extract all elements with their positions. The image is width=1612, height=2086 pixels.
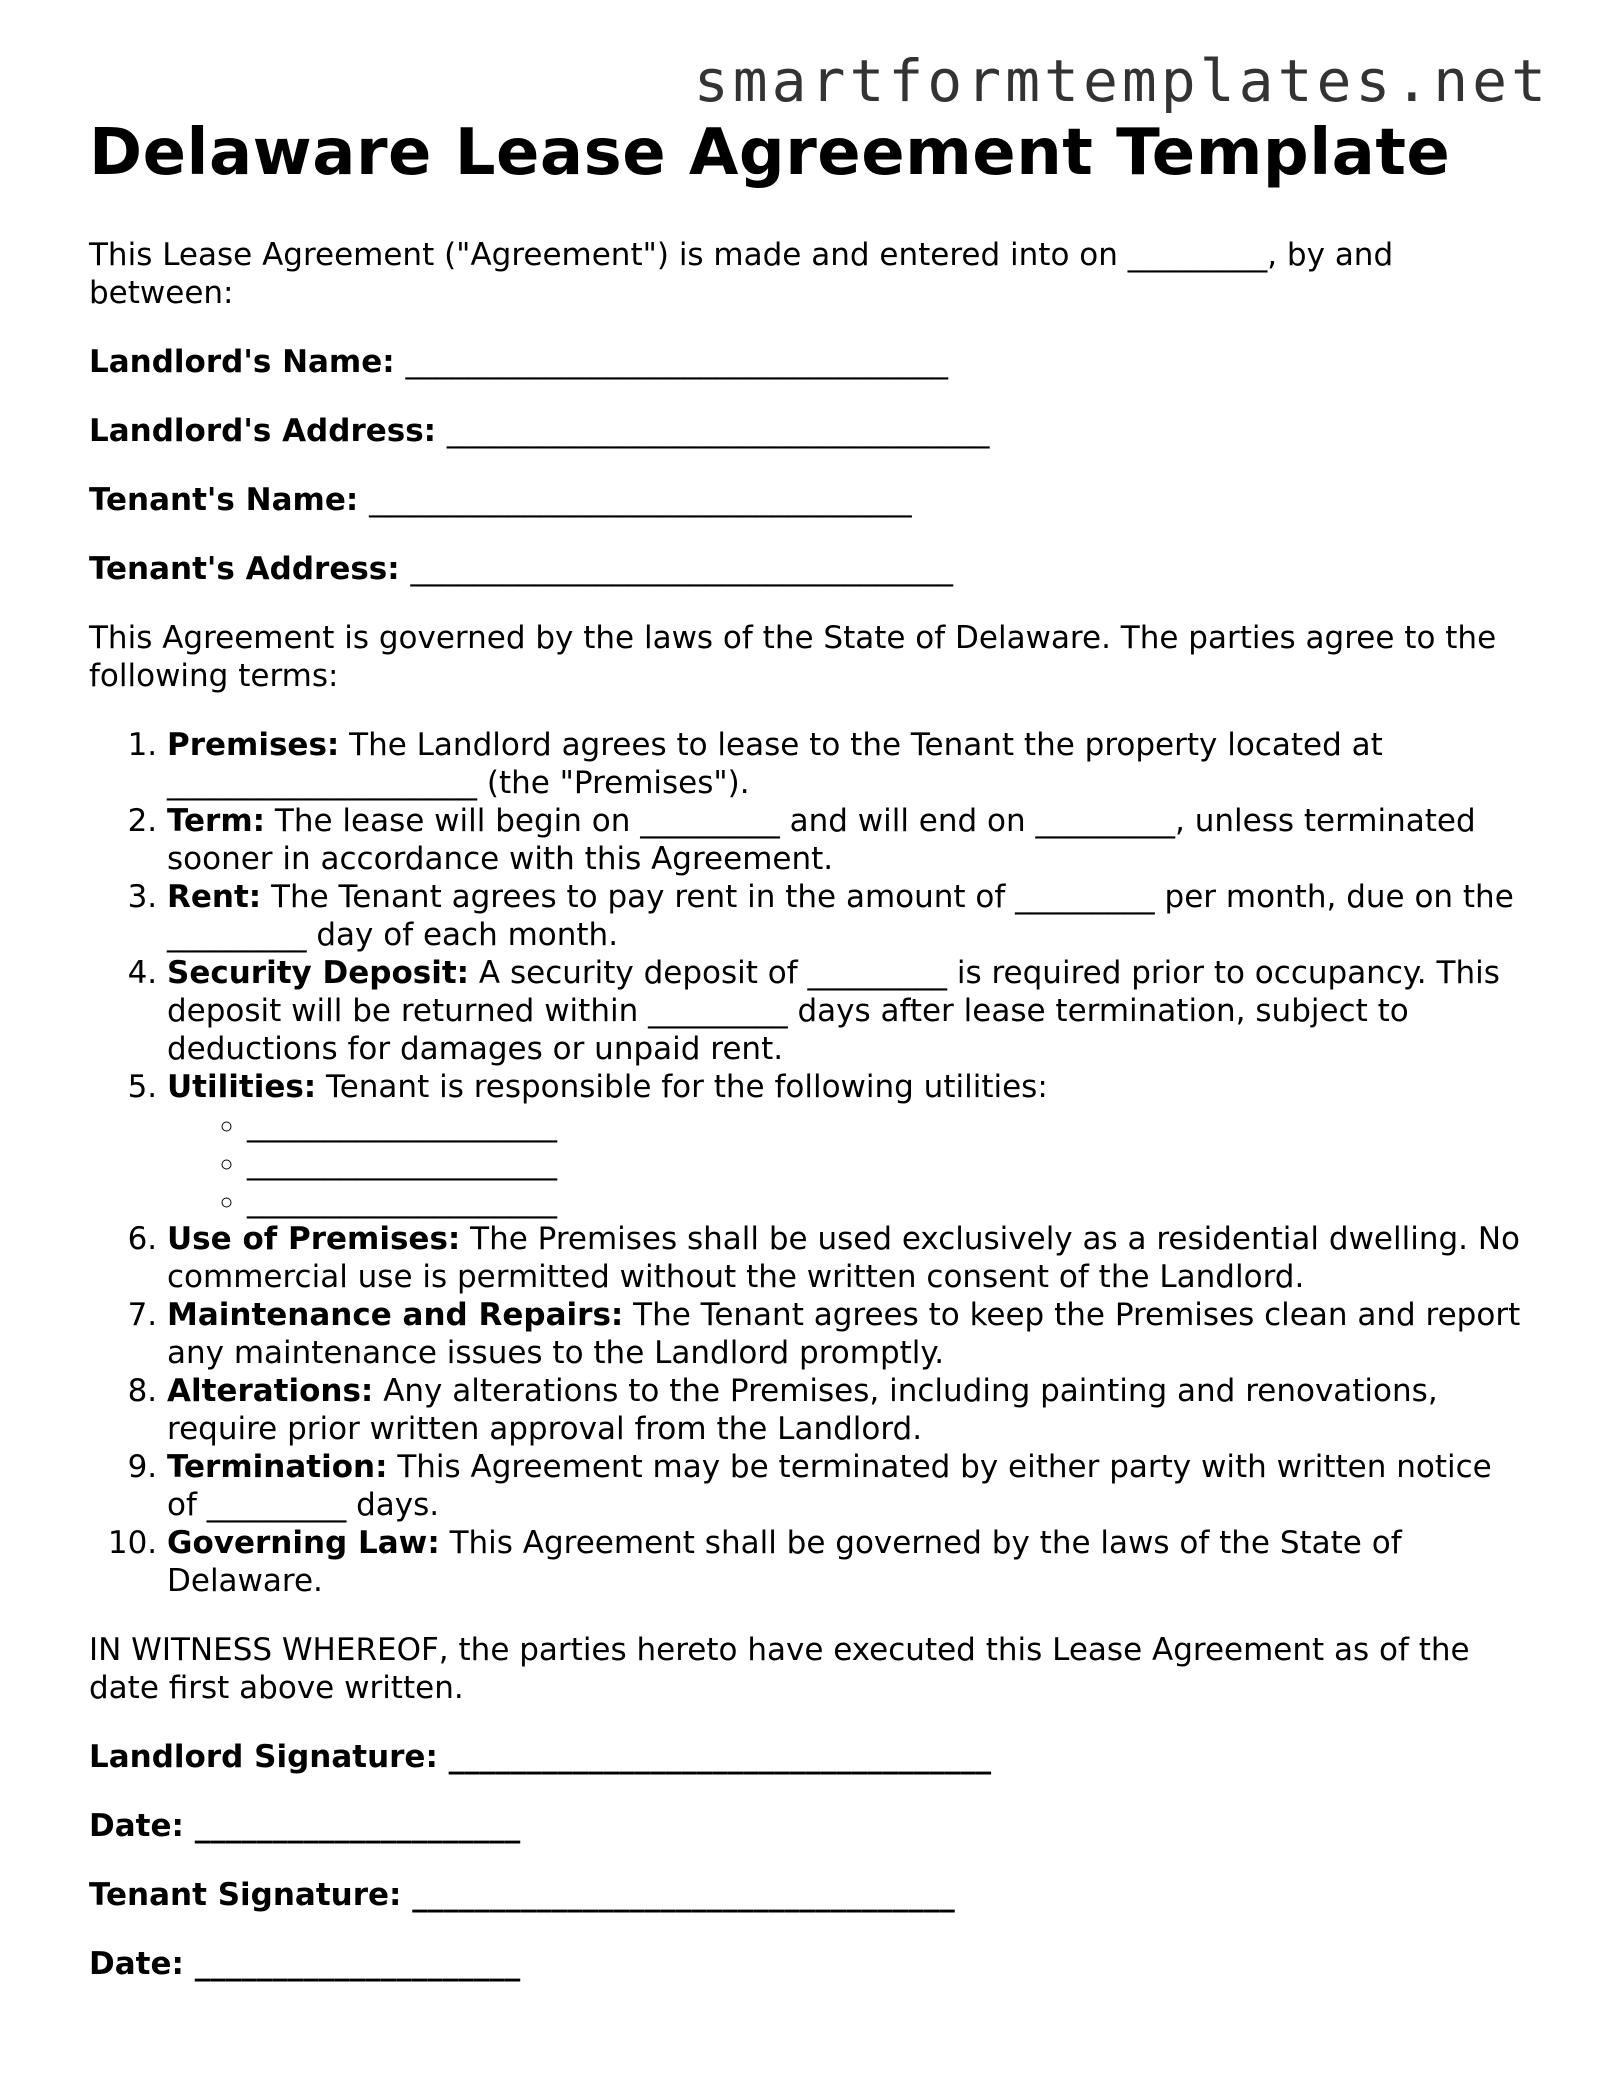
term-label: Maintenance and Repairs:: [167, 1297, 624, 1333]
landlord-signature-label: Landlord Signature:: [89, 1739, 438, 1775]
utility-blank[interactable]: ◦ ____________________: [247, 1182, 1529, 1220]
document-page: [89, 108, 1529, 1983]
intro-paragraph: This Lease Agreement ("Agreement") is made and entered into on _________, by and between:: [89, 237, 1394, 311]
tenant-date-blank[interactable]: _____________________: [194, 1946, 521, 1982]
landlord-address-label: Landlord's Address:: [89, 413, 437, 449]
term-alterations: [167, 1372, 1529, 1448]
term-label: Security Deposit:: [167, 955, 470, 991]
term-governing-law: [167, 1524, 1529, 1600]
tenant-name-label: Tenant's Name:: [89, 482, 359, 518]
landlord-name-blank[interactable]: ___________________________________: [405, 344, 948, 380]
term-text: A security deposit of _________ is required prior to occupancy. This deposit will be returned within _________ days after lease termination, subject to deductions for damages or unpaid rent.: [167, 955, 1500, 1067]
term-utilities: [167, 1068, 1529, 1220]
utility-blank[interactable]: ◦ ____________________: [247, 1106, 1529, 1144]
landlord-date-blank[interactable]: _____________________: [194, 1808, 521, 1844]
term-lease-term: [167, 802, 1529, 878]
governs-paragraph: This Agreement is governed by the laws of the State of Delaware. The parties agree to the following terms:: [89, 620, 1497, 694]
term-text: The Tenant agrees to pay rent in the amount of _________ per month, due on the _________ day of each month.: [167, 879, 1514, 953]
tenant-signature-field: [89, 1876, 1529, 1914]
term-label: Governing Law:: [167, 1525, 440, 1561]
tenant-date-field: [89, 1945, 1529, 1983]
tenant-signature-blank[interactable]: ___________________________________: [412, 1877, 955, 1913]
landlord-address-field: [89, 412, 1529, 450]
document-body: [89, 236, 1529, 1983]
tenant-address-blank[interactable]: ___________________________________: [410, 551, 953, 587]
term-label: Rent:: [167, 879, 262, 915]
landlord-address-blank[interactable]: ___________________________________: [446, 413, 990, 449]
tenant-address-label: Tenant's Address:: [89, 551, 400, 587]
landlord-date-label: Date:: [89, 1808, 184, 1844]
term-text: The Landlord agrees to lease to the Tenant the property located at ____________________ (the "Premises").: [167, 727, 1383, 801]
watermark: smartformtemplates.net: [693, 47, 1550, 115]
term-security-deposit: [167, 954, 1529, 1068]
tenant-signature-label: Tenant Signature:: [89, 1877, 402, 1913]
landlord-signature-field: [89, 1738, 1529, 1776]
witness-paragraph: IN WITNESS WHEREOF, the parties hereto have executed this Lease Agreement as of the date first above written.: [89, 1632, 1470, 1706]
term-text: Any alterations to the Premises, including painting and renovations, require prior written approval from the Landlord.: [167, 1373, 1438, 1447]
term-text: The Premises shall be used exclusively as a residential dwelling. No commercial use is permitted without the written consent of the Landlord.: [167, 1221, 1521, 1295]
term-maintenance: [167, 1296, 1529, 1372]
term-premises: [167, 726, 1529, 802]
term-rent: [167, 878, 1529, 954]
landlord-signature-blank[interactable]: ___________________________________: [448, 1739, 992, 1775]
landlord-date-field: [89, 1807, 1529, 1845]
tenant-address-field: [89, 550, 1529, 588]
document-title: Delaware Lease Agreement Template: [89, 116, 1451, 190]
term-label: Term:: [167, 803, 266, 839]
terms-list: [89, 726, 1529, 1600]
term-termination: [167, 1448, 1529, 1524]
term-text: Tenant is responsible for the following utilities:: [316, 1069, 1048, 1105]
term-text: The Tenant agrees to keep the Premises clean and report any maintenance issues to the Landlord promptly.: [167, 1297, 1521, 1371]
tenant-date-label: Date:: [89, 1946, 184, 1982]
utility-blank[interactable]: ◦ ____________________: [247, 1144, 1529, 1182]
term-label: Premises:: [167, 727, 340, 763]
utilities-list: [167, 1106, 1529, 1220]
term-label: Utilities:: [167, 1069, 317, 1105]
term-text: The lease will begin on _________ and will end on _________, unless terminated sooner in accordance with this Agreement.: [167, 803, 1476, 877]
term-use-of-premises: [167, 1220, 1529, 1296]
landlord-name-label: Landlord's Name:: [89, 344, 395, 380]
term-label: Use of Premises:: [167, 1221, 461, 1257]
term-label: Alterations:: [167, 1373, 374, 1409]
tenant-name-field: [89, 481, 1529, 519]
term-label: Termination:: [167, 1449, 388, 1485]
landlord-name-field: [89, 343, 1529, 381]
term-text: This Agreement may be terminated by either party with written notice of _________ days.: [167, 1449, 1492, 1523]
tenant-name-blank[interactable]: ___________________________________: [369, 482, 912, 518]
term-text: This Agreement shall be governed by the laws of the State of Delaware.: [167, 1525, 1402, 1599]
